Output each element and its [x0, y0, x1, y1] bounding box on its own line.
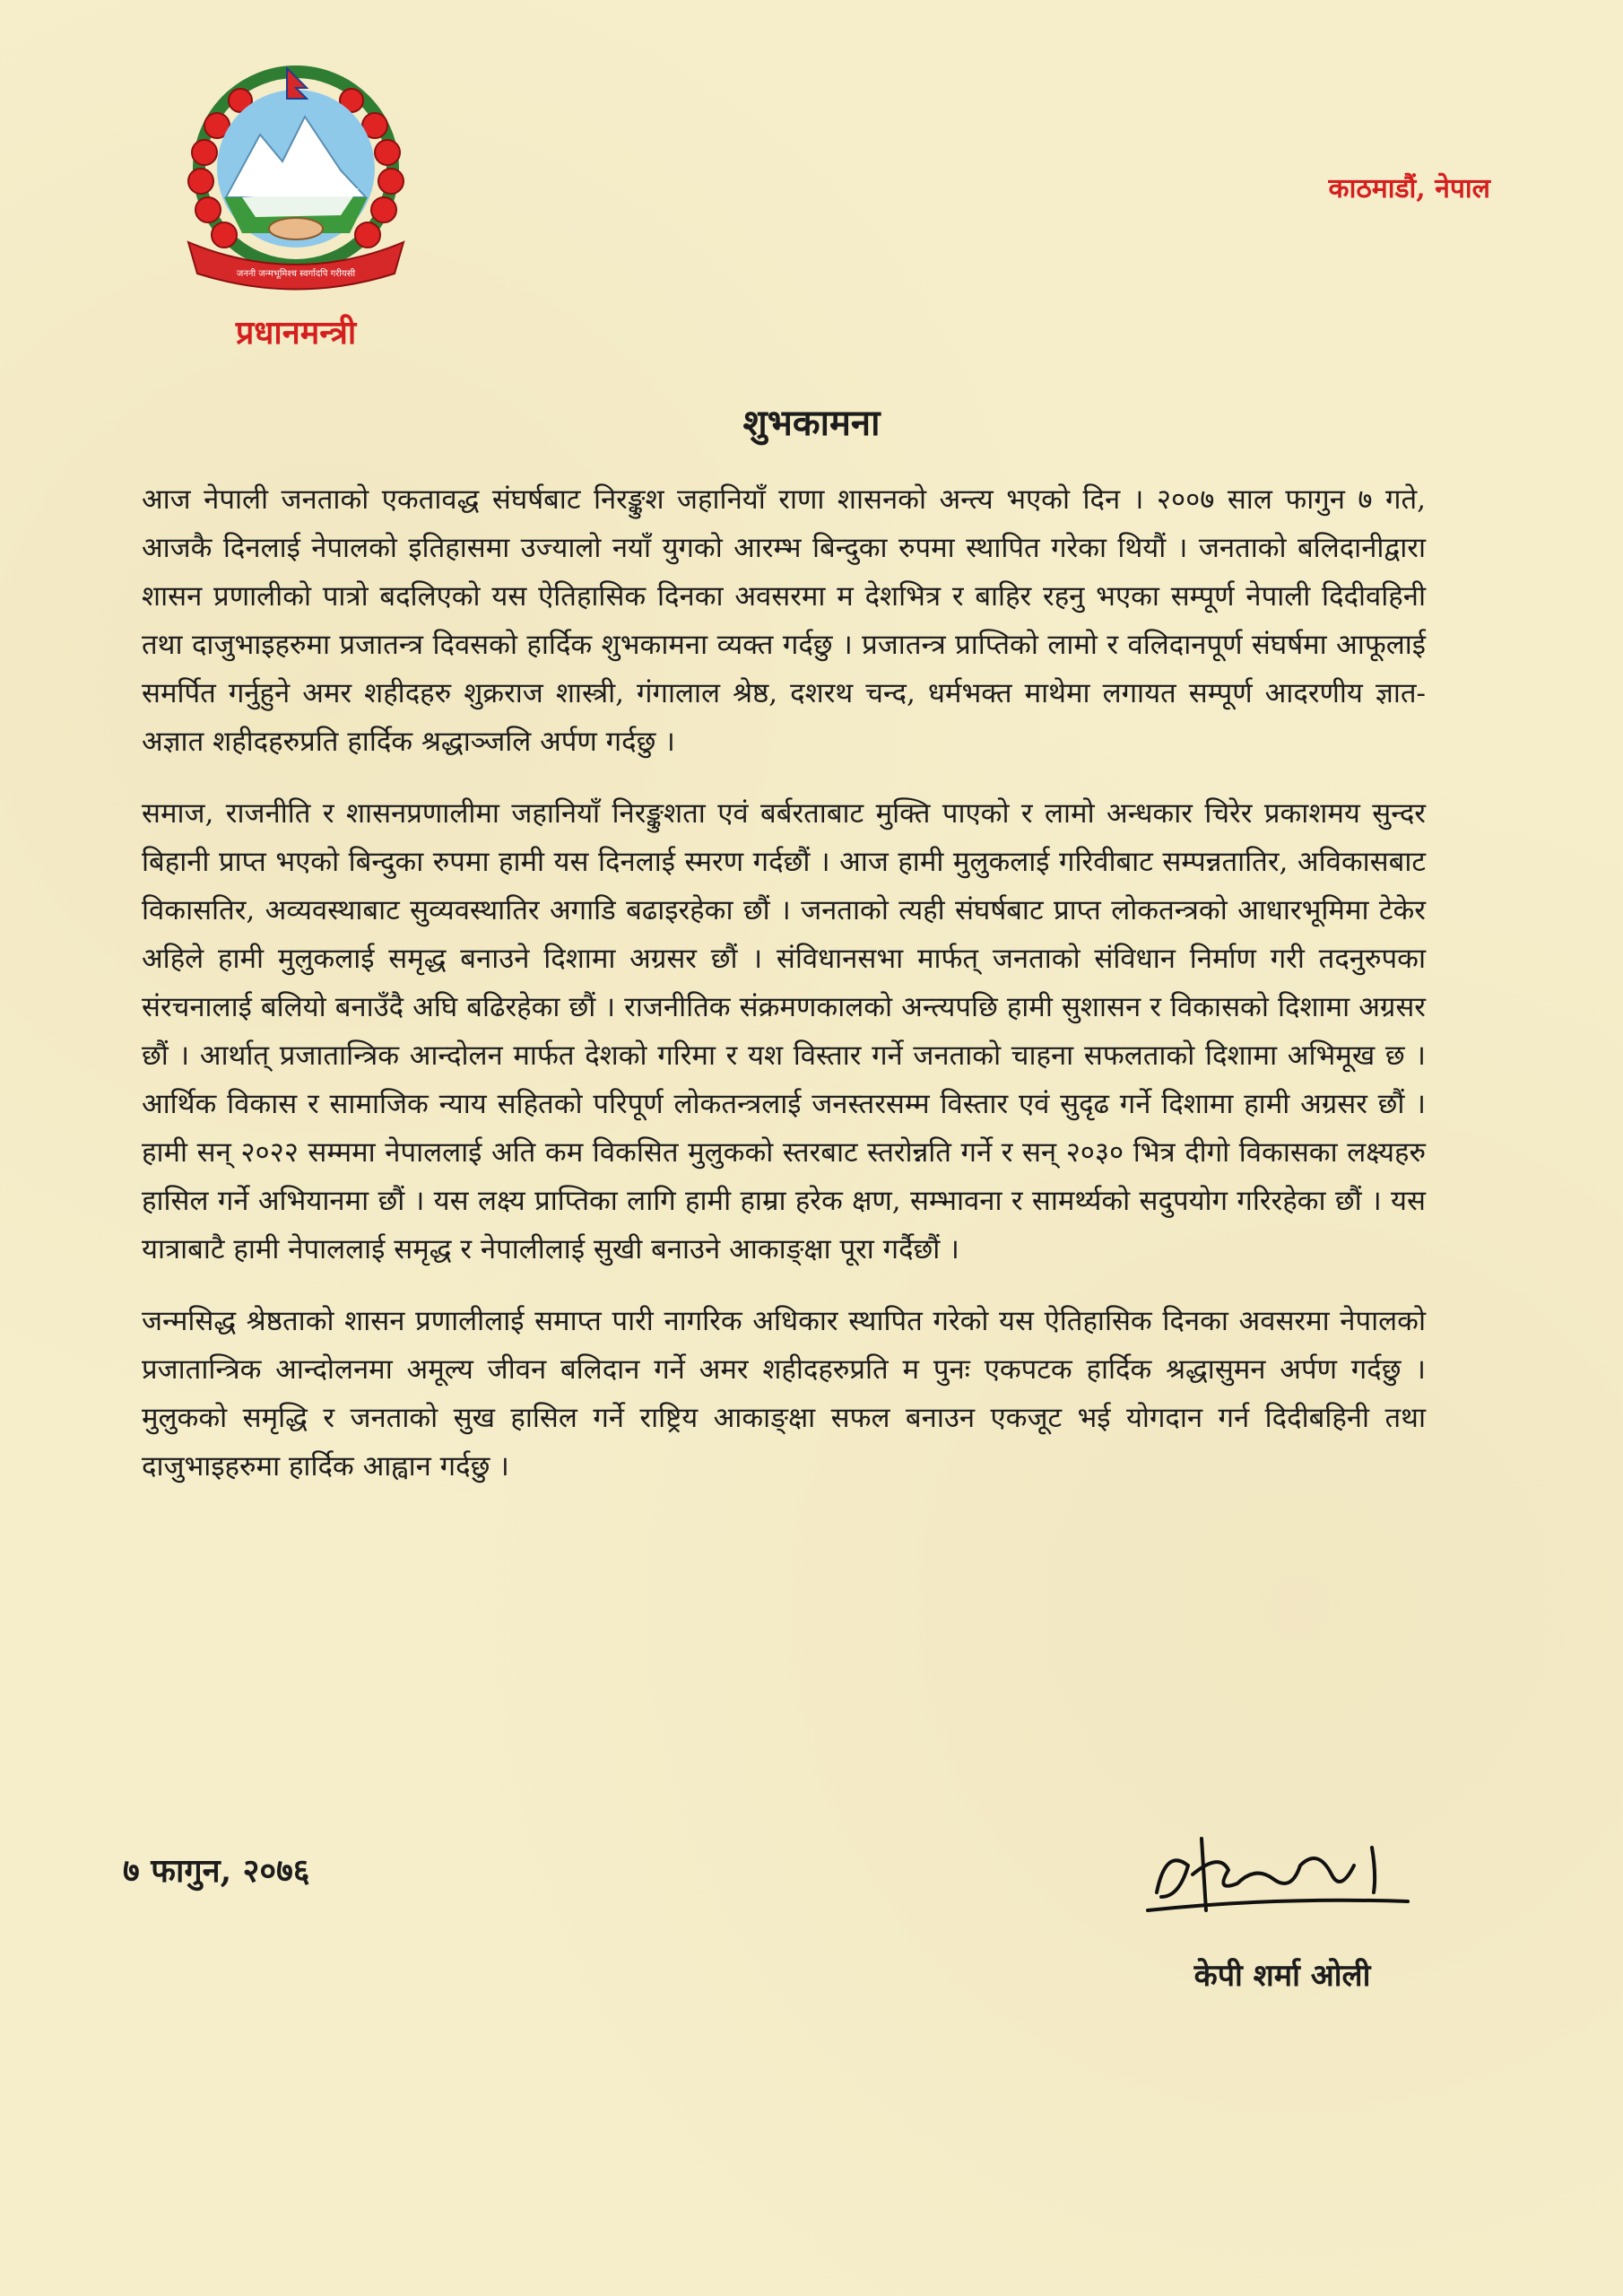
paragraph: जन्मसिद्ध श्रेष्ठताको शासन प्रणालीलाई समाप्त पारी नागरिक अधिकार स्थापित गरेको यस ऐतिहासिक दिनका अवसरमा नेपालको प्रजातान्त्रिक आन्दोलनमा अमूल्य जीवन बलिदान गर्ने अमर शहीदहरुप्रति म पुनः एकपटक हार्दिक श्रद्धासुमन अर्पण गर्दछु । मुलुकको समृद्धि र जनताको सुख हासिल गर्ने राष्ट्रिय आकाङ्क्षा सफल बनाउन एकजूट भई योगदान गर्न दिदीबहिनी तथा दाजुभाइहरुमा हार्दिक आह्वान गर्दछु ।: [142, 1305, 1426, 1483]
place-name: काठमाडौं, नेपाल: [1328, 173, 1490, 204]
letter-title: शुभकामना: [742, 402, 881, 444]
letter-body: [142, 475, 1426, 1514]
nepal-emblem: [170, 63, 421, 296]
paragraph: समाज, राजनीति र शासनप्रणालीमा जहानियाँ निरङ्कुशता एवं बर्बरताबाट मुक्ति पाएको र लामो अन्धकार चिरेर प्रकाशमय सुन्दर बिहानी प्राप्त भएको बिन्दुका रुपमा हामी यस दिनलाई स्मरण गर्दछौं । आज हामी मुलुकलाई गरिवीबाट सम्पन्नतातिर, अविकासबाट विकासतिर, अव्यवस्थाबाट सुव्यवस्थातिर अगाडि बढाइरहेका छौं । जनताको त्यही संघर्षबाट प्राप्त लोकतन्त्रको आधारभूमिमा टेकेर अहिले हामी मुलुकलाई समृद्ध बनाउने दिशामा अग्रसर छौं । संविधानसभा मार्फत् जनताको संविधान निर्माण गरी तदनुरुपका संरचनालाई बलियो बनाउँदै अघि बढिरहेका छौं । राजनीतिक संक्रमणकालको अन्त्यपछि हामी सुशासन र विकासको दिशामा अग्रसर छौं । आर्थात् प्रजातान्त्रिक आन्दोलन मार्फत देशको गरिमा र यश विस्तार गर्ने जनताको चाहना सफलताको दिशामा अभिमूख छ । आर्थिक विकास र सामाजिक न्याय सहितको परिपूर्ण लोकतन्त्रलाई जनस्तरसम्म विस्तार एवं सुदृढ गर्ने दिशामा हामी अग्रसर छौं । हामी सन् २०२२ सम्ममा नेपाललाई अति कम विकसित मुलुकको स्तरबाट स्तरोन्नति गर्ने र सन् २०३० भित्र दीगो विकासका लक्ष्यहरु हासिल गर्ने अभियानमा छौं । यस लक्ष्य प्राप्तिका लागि हामी हाम्रा हरेक क्षण, सम्भावना र सामर्थ्यको सदुपयोग गरिरहेका छौं । यस यात्राबाटै हामी नेपाललाई समृद्ध र नेपालीलाई सुखी बनाउने आकाङ्क्षा पूरा गर्दैछौं ।: [142, 797, 1426, 1265]
emblem-motto: जननी जन्मभूमिश्च स्वर्गादपि गरीयसी: [236, 269, 356, 279]
paragraph: आज नेपाली जनताको एकतावद्ध संघर्षबाट निरङ्कुश जहानियाँ राणा शासनको अन्त्य भएको दिन । २००७ साल फागुन ७ गते, आजकै दिनलाई नेपालको इतिहासमा उज्यालो नयाँ युगको आरम्भ बिन्दुका रुपमा स्थापित गरेका थियौं । जनताको बलिदानीद्वारा शासन प्रणालीको पात्रो बदलिएको यस ऐतिहासिक दिनका अवसरमा म देशभित्र र बाहिर रहनु भएका सम्पूर्ण नेपाली दिदीवहिनी तथा दाजुभाइहरुमा प्रजातन्त्र दिवसको हार्दिक शुभकामना व्यक्त गर्दछु । प्रजातन्त्र प्राप्तिको लामो र वलिदानपूर्ण संघर्षमा आफूलाई समर्पित गर्नुहुने अमर शहीदहरु शुक्रराज शास्त्री, गंगालाल श्रेष्ठ, दशरथ चन्द, धर्मभक्त माथेमा लगायत सम्पूर्ण आदरणीय ज्ञात-अज्ञात शहीदहरुप्रति हार्दिक श्रद्धाञ्जलि अर्पण गर्दछु ।: [142, 483, 1426, 758]
signer-name: केपी शर्मा ओली: [1193, 1958, 1371, 1994]
letter-date: ७ फागुन, २०७६: [123, 1852, 310, 1890]
signature: [1139, 1812, 1426, 1928]
office-title: प्रधानमन्त्री: [235, 314, 357, 352]
